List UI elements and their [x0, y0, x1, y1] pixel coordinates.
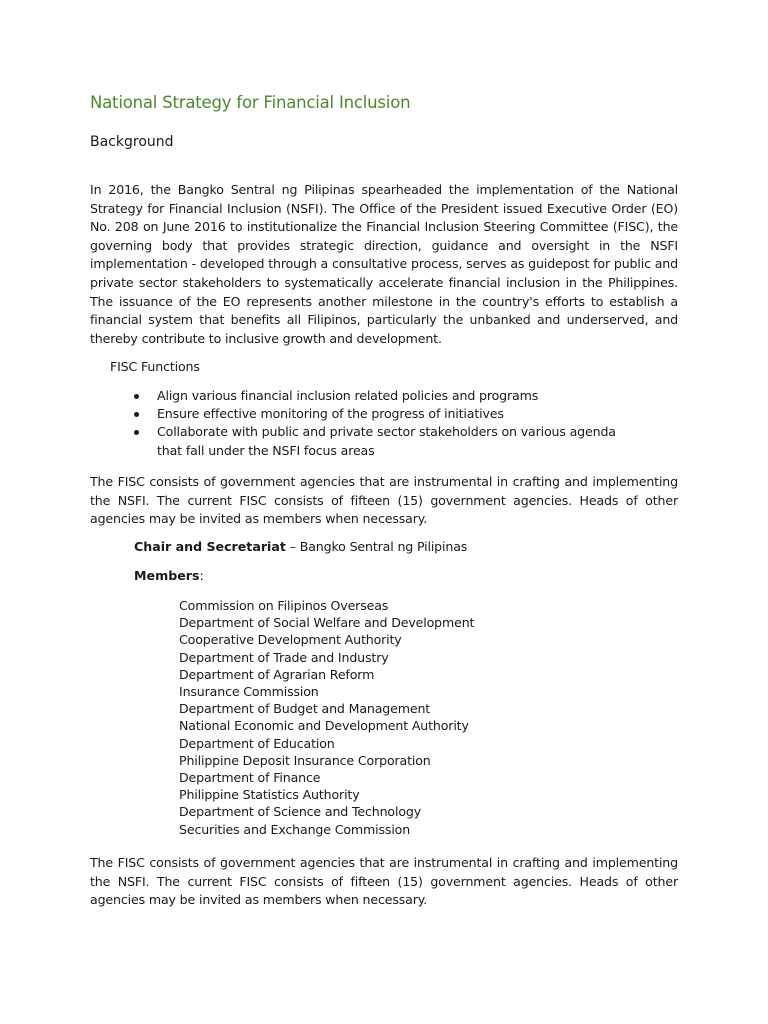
list-item: National Economic and Development Authority: [179, 718, 469, 734]
chair-secretariat-line: [134, 539, 467, 554]
document-page: [90, 0, 678, 1024]
document-title: National Strategy for Financial Inclusion: [90, 93, 411, 112]
list-item: Department of Finance: [179, 770, 321, 786]
list-item: [134, 405, 644, 423]
list-item: Philippine Statistics Authority: [179, 787, 360, 803]
list-item: Department of Trade and Industry: [179, 649, 389, 665]
list-item: [134, 387, 644, 405]
bullet-icon: [134, 394, 139, 399]
members-heading: [134, 568, 204, 583]
list-item: Cooperative Development Authority: [179, 632, 402, 648]
members-list: [179, 597, 474, 838]
function-text: Ensure effective monitoring of the progress of initiatives: [157, 406, 504, 422]
list-item: Insurance Commission: [179, 684, 319, 700]
chair-value: – Bangko Sentral ng Pilipinas: [285, 539, 468, 554]
composition-paragraph: The FISC consists of government agencies that are instrumental in crafting and implementing the NSFI. The current FISC consists of fifteen (15) government agencies. Heads of other agencies may be invited as members when necessary.: [90, 474, 678, 527]
list-item: Department of Science and Technology: [179, 804, 422, 820]
function-text: Align various financial inclusion related policies and programs: [157, 388, 539, 403]
fisc-functions-heading: FISC Functions: [110, 359, 200, 374]
list-item: Department of Budget and Management: [179, 701, 431, 717]
fisc-functions-list: [134, 387, 644, 460]
chair-label: Chair and Secretariat: [134, 539, 286, 554]
intro-paragraph: In 2016, the Bangko Sentral ng Pilipinas spearheaded the implementation of the National Strategy for Financial Inclusion (NSFI). The Office of the President issued Executive Order (EO) No. 208 on June 2016 to institutionalize the Financial Inclusion Steering Committee (FISC), the governing body that provides strategic direction, guidance and oversight in the NSFI implementation - developed through a consultative process, serves as guidepost for public and private sector stakeholders to systematically accelerate financial inclusion in the Philippines. The issuance of the EO represents another milestone in the country's efforts to establish a financial system that benefits all Filipinos, particularly the unbanked and underserved, and thereby contribute to inclusive growth and development.: [90, 182, 678, 346]
bullet-icon: [134, 412, 139, 417]
members-label: Members: [134, 568, 200, 583]
list-item: Philippine Deposit Insurance Corporation: [179, 752, 431, 768]
list-item: Commission on Filipinos Overseas: [179, 598, 389, 613]
list-item: [134, 423, 644, 459]
list-item: Securities and Exchange Commission: [179, 821, 411, 837]
bullet-icon: [134, 430, 139, 435]
closing-paragraph: The FISC consists of government agencies that are instrumental in crafting and implementing the NSFI. The current FISC consists of fifteen (15) government agencies. Heads of other agencies may be invited as members when necessary.: [90, 855, 678, 908]
list-item: Department of Education: [179, 735, 335, 751]
members-colon: :: [199, 568, 204, 583]
list-item: Department of Social Welfare and Development: [179, 615, 475, 631]
function-text: Collaborate with public and private sector stakeholders on various agenda that fall under the NSFI focus areas: [157, 424, 616, 458]
background-heading: Background: [90, 134, 174, 150]
list-item: Department of Agrarian Reform: [179, 666, 375, 682]
